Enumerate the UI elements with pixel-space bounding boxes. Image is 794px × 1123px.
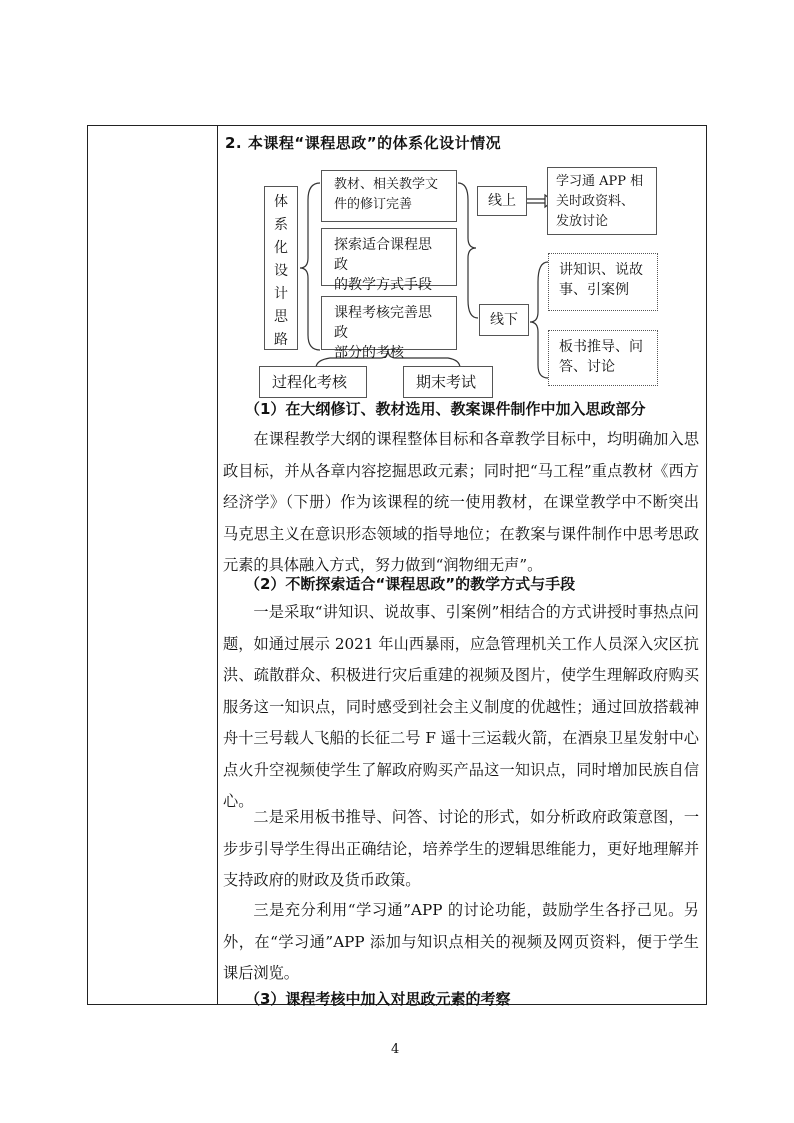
- root-char: 路: [274, 332, 288, 348]
- box-line: 过程化考核: [272, 373, 348, 391]
- page-number: 4: [391, 1042, 400, 1057]
- diagram-box-method: [321, 228, 457, 293]
- subsection-title: （3）课程考核中加入对思政元素的考察: [245, 990, 511, 1008]
- box-line: 板书推导、问: [559, 339, 643, 355]
- box-line: 关时政资料、: [556, 194, 635, 209]
- box-line: 的教学方式手段: [334, 277, 432, 293]
- diagram-box-assessment: [321, 296, 457, 361]
- box-line: 答、讨论: [559, 359, 615, 375]
- paragraph: 一是采取“讲知识、说故事、引案例”相结合的方式讲授时事热点问题，如通过展示 2021 年山西暴雨，应急管理机关工作人员深入灾区抗洪、疏散群众、积极进行灾后重建的视频及图片，使学生理解政府购买服务这一知识点，同时感受到社会主义制度的优越性；通过回放搭载神舟十三号载人飞船的长征二号 F 遥十三运载火箭，在酒泉卫星发射中心点火升空视频使学生了解政府购买产品这一知识点，同时增加民族自信心。: [223, 603, 699, 810]
- diagram-root-box: [264, 186, 298, 350]
- root-char: 思: [274, 309, 288, 325]
- root-char: 设: [274, 263, 288, 279]
- diagram-box-textbook: [321, 170, 457, 222]
- box-line: 件的修订完善: [334, 197, 413, 212]
- diagram-box-offline-detail-1: [548, 253, 658, 311]
- table-column-divider: [217, 126, 218, 1004]
- box-line: 讲知识、说故: [559, 262, 643, 278]
- section-heading: 2. 本课程“课程思政”的体系化设计情况: [225, 134, 502, 152]
- box-line: 事、引案例: [559, 282, 629, 298]
- diagram-box-offline-detail-2: [548, 330, 658, 386]
- box-line: 线下: [490, 312, 518, 328]
- paragraph: 三是充分利用“学习通”APP 的讨论功能，鼓励学生各抒己见。另外，在“学习通”APP 添加与知识点相关的视频及网页资料，便于学生课后浏览。: [223, 901, 699, 982]
- box-line: 课程考核完善思政: [334, 305, 432, 341]
- box-line: 部分的考核: [334, 345, 404, 361]
- root-char: 体: [274, 194, 288, 210]
- box-line: 发放讨论: [556, 214, 609, 229]
- root-char: 计: [274, 286, 288, 302]
- subsection-title: （1）在大纲修订、教材选用、教案课件制作中加入思政部分: [245, 400, 646, 418]
- diagram-box-process: [259, 366, 367, 398]
- diagram-box-final: [403, 366, 493, 398]
- diagram-box-online: [477, 186, 527, 216]
- diagram-box-offline: [479, 304, 529, 336]
- box-line: 探索适合课程思政: [334, 237, 432, 273]
- box-line: 学习通 APP 相: [556, 174, 644, 189]
- box-line: 教材、相关教学文: [334, 177, 439, 192]
- box-line: 线上: [488, 193, 516, 209]
- box-line: 期末考试: [416, 373, 477, 391]
- paragraph: 二是采用板书推导、问答、讨论的形式，如分析政府政策意图，一步步引导学生得出正确结论，培养学生的逻辑思维能力，更好地理解并支持政府的财政及货币政策。: [223, 808, 699, 889]
- paragraph: 在课程教学大纲的课程整体目标和各章教学目标中，均明确加入思政目标，并从各章内容挖掘思政元素；同时把“马工程”重点教材《西方经济学》（下册）作为该课程的统一使用教材，在课堂教学中不断突出马克思主义在意识形态领域的指导地位；在教案与课件制作中思考思政元素的具体融入方式，努力做到“润物细无声”。: [223, 430, 699, 574]
- diagram-box-online-detail: [547, 167, 657, 235]
- root-char: 系: [274, 217, 288, 233]
- root-char: 化: [274, 240, 288, 256]
- subsection-title: （2）不断探索适合“课程思政”的教学方式与手段: [245, 575, 576, 593]
